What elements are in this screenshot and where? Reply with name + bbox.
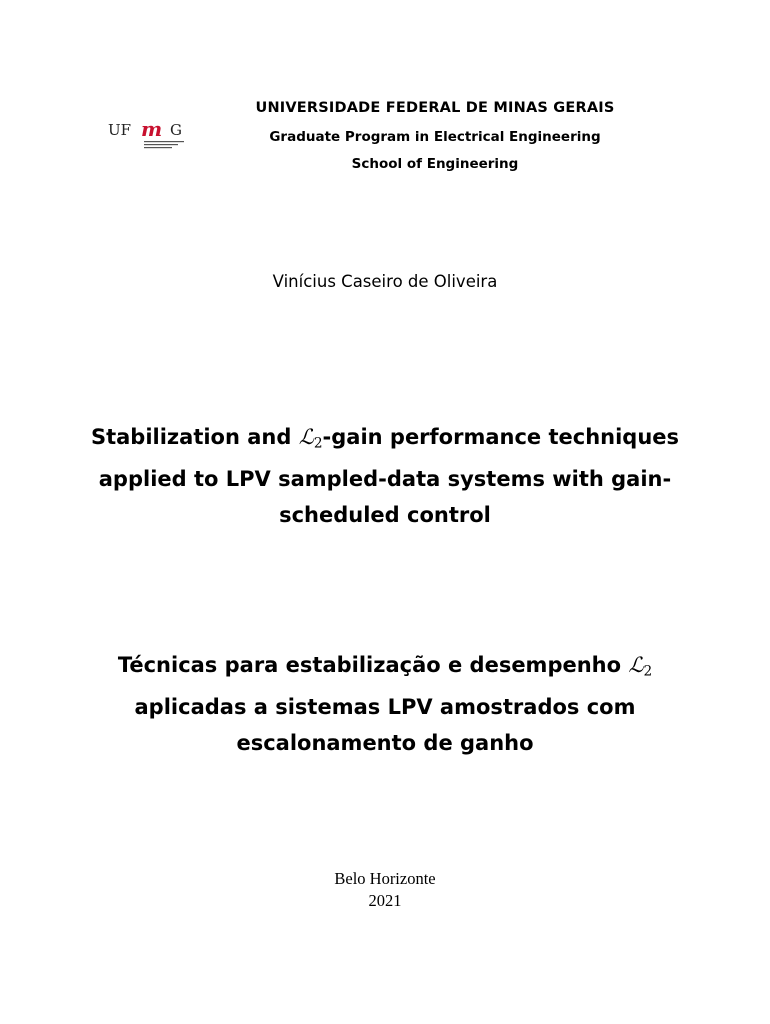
city: Belo Horizonte bbox=[334, 869, 436, 888]
logo-text-m: m bbox=[141, 121, 163, 141]
l2-script-l: ℒ bbox=[628, 653, 644, 677]
l2-symbol bbox=[298, 425, 323, 452]
program-name: Graduate Program in Electrical Engineering bbox=[269, 129, 601, 145]
l2-subscript: 2 bbox=[643, 663, 653, 680]
logo-rule-1 bbox=[144, 141, 184, 142]
title-portuguese-part1: Técnicas para estabilização e desempenho bbox=[117, 653, 629, 677]
logo-rule-2 bbox=[144, 144, 178, 145]
logo-text-uf: UF bbox=[108, 121, 132, 139]
author-name: Vinícius Caseiro de Oliveira bbox=[272, 272, 498, 291]
title-english-part1: Stabilization and bbox=[90, 425, 299, 449]
ufmg-logo bbox=[108, 121, 190, 157]
logo-rule-3 bbox=[144, 147, 172, 148]
title-portuguese bbox=[60, 647, 710, 761]
title-english-part2: -gain performance techniques applied to LPV sampled-data systems with gain-scheduled control bbox=[98, 425, 680, 528]
l2-subscript: 2 bbox=[313, 435, 323, 452]
university-name: UNIVERSIDADE FEDERAL DE MINAS GERAIS bbox=[255, 100, 615, 116]
l2-script-l: ℒ bbox=[298, 425, 314, 449]
title-portuguese-part2: aplicadas a sistemas LPV amostrados com escalonamento de ganho bbox=[134, 695, 636, 756]
title-english bbox=[60, 419, 710, 533]
year: 2021 bbox=[368, 891, 402, 910]
l2-symbol bbox=[628, 653, 653, 680]
school-name: School of Engineering bbox=[351, 156, 519, 172]
logo-text-g: G bbox=[170, 121, 182, 139]
